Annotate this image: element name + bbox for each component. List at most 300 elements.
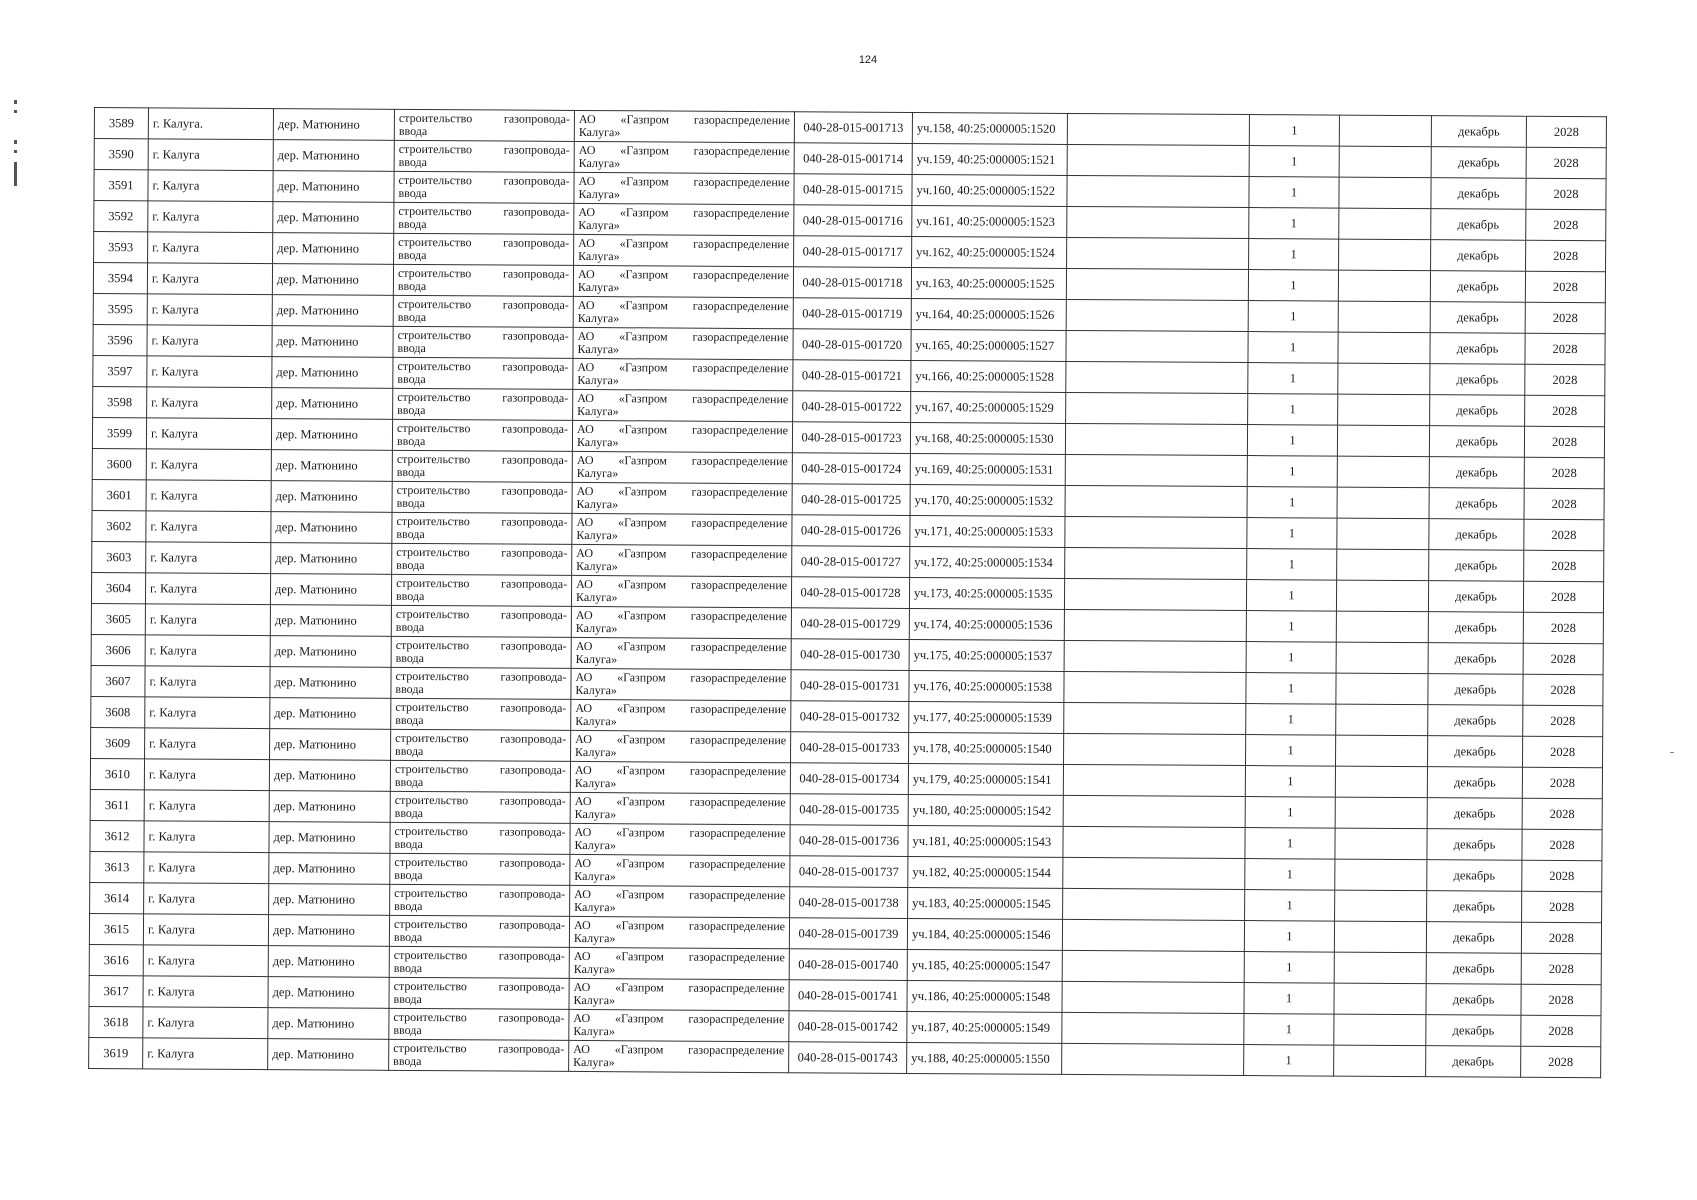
org-text-part: АО — [576, 545, 594, 561]
org-text-part: Калуга» — [576, 465, 619, 481]
registry-code-cell: 040-28-015-001718 — [793, 267, 911, 299]
org-text-part: «Газпром — [618, 515, 667, 530]
empty-cell — [1065, 423, 1247, 455]
village-cell: дер. Матюнино — [273, 233, 394, 265]
count-cell: 1 — [1245, 766, 1335, 798]
village-cell: дер. Матюнино — [271, 543, 392, 575]
org-text-part: «Газпром — [619, 267, 669, 282]
work-description-cell — [390, 853, 570, 885]
work-text-part: строительство — [394, 823, 468, 839]
year-cell: 2028 — [1522, 798, 1602, 829]
org-text-part: «Газпром — [620, 112, 670, 127]
organization-cell — [570, 854, 790, 886]
org-text-part: Калуга» — [573, 992, 616, 1008]
month-cell: декабрь — [1431, 209, 1526, 241]
month-cell: декабрь — [1431, 116, 1526, 148]
org-text-part: АО — [574, 793, 592, 809]
work-text-part: ввода — [397, 278, 427, 294]
empty-cell — [1337, 487, 1429, 519]
work-text-part: ввода — [395, 588, 425, 604]
count-cell: 1 — [1244, 952, 1334, 984]
org-text-part: АО — [576, 514, 594, 530]
org-text-part: Калуга» — [573, 930, 616, 946]
work-text-part: строительство — [398, 110, 473, 126]
registry-code-cell: 040-28-015-001726 — [792, 515, 910, 547]
work-description-cell — [389, 977, 569, 1009]
year-cell: 2028 — [1523, 705, 1603, 736]
org-text-part: «Газпром — [615, 980, 664, 995]
village-cell: дер. Матюнино — [269, 791, 390, 823]
row-number: 3617 — [89, 975, 143, 1006]
page-number: 124 — [858, 54, 878, 66]
work-text-part: газопровода- — [502, 328, 569, 343]
city-cell: г. Калуга — [143, 945, 268, 977]
empty-cell — [1335, 735, 1427, 767]
city-cell: г. Калуга — [147, 387, 272, 419]
organization-cell — [574, 172, 794, 204]
org-text-part: «Газпром — [618, 422, 668, 437]
work-text-part: ввода — [398, 185, 427, 201]
org-text-part: АО — [577, 297, 595, 313]
org-text-part: Калуга» — [573, 961, 616, 977]
year-cell: 2028 — [1526, 209, 1606, 240]
year-cell: 2028 — [1526, 147, 1606, 178]
month-cell: декабрь — [1430, 395, 1525, 427]
village-cell: дер. Матюнино — [268, 977, 389, 1009]
plot-cadastral-cell: уч.179, 40:25:000005:1541 — [908, 763, 1063, 795]
empty-cell — [1064, 609, 1246, 641]
organization-cell — [573, 327, 793, 359]
year-cell: 2028 — [1521, 1015, 1601, 1046]
work-text-part: газопровода- — [502, 297, 569, 312]
org-text-part: газораспределение — [688, 918, 786, 934]
org-text-part: АО — [578, 111, 596, 127]
work-text-part: газопровода- — [503, 173, 570, 188]
empty-cell — [1067, 206, 1249, 238]
registry-code-cell: 040-28-015-001725 — [792, 484, 910, 516]
work-text-part: ввода — [394, 898, 423, 914]
organization-cell — [574, 234, 794, 266]
org-text-part: газораспределение — [693, 112, 790, 128]
work-description-cell — [389, 1039, 569, 1071]
organization-cell — [572, 482, 792, 514]
count-cell: 1 — [1245, 859, 1335, 891]
org-text-part: «Газпром — [618, 453, 667, 468]
empty-cell — [1338, 394, 1430, 426]
month-cell: декабрь — [1427, 798, 1522, 830]
year-cell: 2028 — [1526, 178, 1606, 209]
org-text-part: Калуга» — [575, 589, 618, 605]
work-description-cell — [390, 791, 570, 823]
row-number: 3598 — [93, 386, 147, 417]
plot-cadastral-cell: уч.178, 40:25:000005:1540 — [909, 732, 1064, 764]
month-cell: декабрь — [1429, 519, 1524, 551]
org-text-part: Калуга» — [575, 713, 617, 729]
org-text-part: «Газпром — [617, 546, 667, 561]
year-cell: 2028 — [1524, 426, 1604, 457]
empty-cell — [1334, 1045, 1426, 1077]
row-number: 3609 — [91, 727, 145, 758]
month-cell: декабрь — [1427, 891, 1522, 923]
work-text-part: ввода — [396, 557, 425, 573]
org-text-part: АО — [576, 483, 594, 499]
count-cell: 1 — [1247, 549, 1337, 581]
work-text-part: строительство — [393, 978, 468, 994]
row-number: 3616 — [89, 944, 143, 975]
work-text-part: строительство — [396, 575, 470, 591]
work-description-cell — [389, 1008, 569, 1040]
empty-cell — [1065, 454, 1247, 486]
org-text-part: газораспределение — [691, 484, 788, 500]
empty-cell — [1066, 330, 1248, 362]
org-text-part: «Газпром — [619, 205, 669, 220]
year-cell: 2028 — [1523, 674, 1603, 705]
org-text-part: АО — [577, 266, 595, 282]
work-text-part: газопровода- — [500, 607, 567, 622]
empty-cell — [1334, 983, 1426, 1015]
org-text-part: АО — [573, 1041, 591, 1057]
org-text-part: «Газпром — [618, 391, 668, 406]
work-text-part: ввода — [396, 433, 426, 449]
org-text-part: АО — [575, 638, 593, 654]
organization-cell — [571, 606, 791, 638]
row-number: 3618 — [89, 1006, 143, 1037]
plot-cadastral-cell: уч.166, 40:25:000005:1528 — [911, 360, 1066, 392]
org-text-part: АО — [574, 824, 592, 840]
plot-cadastral-cell: уч.182, 40:25:000005:1544 — [908, 856, 1063, 888]
row-number: 3602 — [92, 510, 146, 541]
month-cell: декабрь — [1426, 1046, 1521, 1078]
org-text-part: Калуга» — [576, 434, 619, 450]
work-text-part: ввода — [396, 464, 426, 480]
city-cell: г. Калуга — [145, 666, 270, 698]
count-cell: 1 — [1248, 363, 1338, 395]
plot-cadastral-cell: уч.163, 40:25:000005:1525 — [911, 267, 1066, 299]
registry-code-cell: 040-28-015-001713 — [794, 112, 912, 144]
city-cell: г. Калуга — [145, 573, 270, 605]
city-cell: г. Калуга — [146, 511, 271, 543]
scan-speck — [1670, 752, 1674, 753]
work-text-part: ввода — [393, 1022, 422, 1038]
village-cell: дер. Матюнино — [271, 481, 392, 513]
month-cell: декабрь — [1429, 550, 1524, 582]
org-text-part: Калуга» — [575, 620, 618, 636]
count-cell: 1 — [1245, 890, 1335, 922]
empty-cell — [1063, 764, 1245, 796]
village-cell: дер. Матюнино — [270, 667, 391, 699]
empty-cell — [1337, 518, 1429, 550]
work-text-part: строительство — [393, 947, 468, 963]
org-text-part: газораспределение — [690, 701, 787, 717]
city-cell: г. Калуга — [144, 790, 269, 822]
registry-code-cell: 040-28-015-001742 — [789, 1011, 907, 1043]
city-cell: г. Калуга — [143, 976, 268, 1008]
row-number: 3603 — [92, 541, 146, 572]
row-number: 3611 — [90, 789, 144, 820]
empty-cell — [1063, 826, 1245, 858]
city-cell: г. Калуга — [146, 542, 271, 574]
month-cell: декабрь — [1428, 705, 1523, 737]
work-text-part: строительство — [393, 1009, 467, 1025]
empty-cell — [1065, 485, 1247, 517]
registry-code-cell: 040-28-015-001720 — [793, 329, 911, 361]
empty-cell — [1062, 1043, 1244, 1075]
work-text-part: ввода — [396, 495, 425, 511]
org-text-part: АО — [574, 762, 592, 778]
work-text-part: строительство — [393, 916, 468, 932]
plot-cadastral-cell: уч.186, 40:25:000005:1548 — [907, 980, 1062, 1012]
org-text-part: «Газпром — [616, 763, 666, 778]
empty-cell — [1339, 115, 1431, 147]
empty-cell — [1064, 733, 1246, 765]
work-text-part: ввода — [397, 309, 427, 325]
work-text-part: ввода — [398, 247, 427, 263]
work-description-cell — [390, 822, 570, 854]
plot-cadastral-cell: уч.174, 40:25:000005:1536 — [909, 608, 1064, 640]
org-text-part: газораспределение — [692, 267, 790, 283]
work-description-cell — [390, 884, 570, 916]
village-cell: дер. Матюнино — [273, 202, 394, 234]
work-text-part: газопровода- — [498, 1010, 565, 1025]
registry-code-cell: 040-28-015-001719 — [793, 298, 911, 330]
registry-code-cell: 040-28-015-001733 — [791, 732, 909, 764]
year-cell: 2028 — [1522, 891, 1602, 922]
work-text-part: строительство — [396, 513, 470, 529]
org-text-part: «Газпром — [617, 670, 666, 685]
organization-cell — [574, 110, 794, 142]
registry-code-cell: 040-28-015-001741 — [789, 980, 907, 1012]
year-cell: 2028 — [1523, 581, 1603, 612]
work-text-part: строительство — [396, 544, 470, 560]
org-text-part: газораспределение — [688, 1042, 785, 1058]
count-cell: 1 — [1247, 456, 1337, 488]
row-number: 3599 — [92, 417, 146, 448]
org-text-part: АО — [573, 948, 591, 964]
village-cell: дер. Матюнино — [271, 512, 392, 544]
registry-code-cell: 040-28-015-001717 — [794, 236, 912, 268]
city-cell: г. Калуга — [145, 635, 270, 667]
organization-cell — [570, 823, 790, 855]
count-cell: 1 — [1248, 301, 1338, 333]
plot-cadastral-cell: уч.159, 40:25:000005:1521 — [912, 143, 1067, 175]
org-text-part: АО — [574, 855, 592, 871]
empty-cell — [1066, 392, 1248, 424]
org-text-part: АО — [573, 917, 591, 933]
plot-cadastral-cell: уч.168, 40:25:000005:1530 — [910, 422, 1065, 454]
work-text-part: газопровода- — [498, 917, 566, 932]
work-text-part: газопровода- — [500, 638, 567, 653]
registry-code-cell: 040-28-015-001736 — [790, 825, 908, 857]
village-cell: дер. Матюнино — [272, 326, 393, 358]
row-number: 3596 — [93, 324, 147, 355]
empty-cell — [1062, 950, 1244, 982]
month-cell: декабрь — [1428, 674, 1523, 706]
organization-cell — [573, 296, 793, 328]
month-cell: декабрь — [1427, 736, 1522, 768]
count-cell: 1 — [1248, 394, 1338, 426]
village-cell: дер. Матюнино — [273, 171, 394, 203]
month-cell: декабрь — [1426, 1015, 1521, 1047]
row-number: 3589 — [94, 108, 148, 139]
org-text-part: Калуга» — [575, 744, 617, 760]
empty-cell — [1336, 611, 1428, 643]
empty-cell — [1063, 857, 1245, 889]
month-cell: декабрь — [1431, 240, 1526, 272]
plot-cadastral-cell: уч.158, 40:25:000005:1520 — [912, 112, 1067, 144]
work-text-part: газопровода- — [501, 421, 569, 436]
work-text-part: строительство — [395, 668, 469, 684]
village-cell: дер. Матюнино — [268, 946, 389, 978]
organization-cell — [572, 513, 792, 545]
village-cell: дер. Матюнино — [272, 264, 393, 296]
org-text-part: Калуга» — [576, 527, 618, 543]
org-text-part: Калуга» — [575, 682, 618, 698]
work-text-part: газопровода- — [498, 1041, 565, 1056]
work-description-cell — [392, 450, 572, 482]
work-description-cell — [394, 109, 574, 141]
row-number: 3615 — [89, 913, 143, 944]
org-text-part: Калуга» — [577, 403, 619, 419]
year-cell: 2028 — [1524, 457, 1604, 488]
count-cell: 1 — [1249, 115, 1339, 147]
org-text-part: «Газпром — [617, 577, 667, 592]
year-cell: 2028 — [1522, 829, 1602, 860]
work-description-cell — [393, 264, 573, 296]
count-cell: 1 — [1245, 828, 1335, 860]
org-text-part: Калуга» — [576, 496, 619, 512]
org-text-part: газораспределение — [692, 298, 789, 314]
org-text-part: газораспределение — [688, 1011, 785, 1027]
work-text-part: строительство — [395, 606, 470, 622]
empty-cell — [1062, 1012, 1244, 1044]
city-cell: г. Калуга — [145, 728, 270, 760]
empty-cell — [1064, 578, 1246, 610]
work-text-part: газопровода- — [502, 390, 569, 405]
row-number: 3605 — [91, 603, 145, 634]
work-text-part: ввода — [394, 836, 423, 852]
org-text-part: Калуга» — [574, 806, 617, 822]
work-text-part: строительство — [397, 296, 472, 312]
work-text-part: ввода — [394, 867, 423, 883]
registry-code-cell: 040-28-015-001716 — [794, 205, 912, 237]
village-cell: дер. Матюнино — [272, 295, 393, 327]
count-cell: 1 — [1248, 332, 1338, 364]
plot-cadastral-cell: уч.161, 40:25:000005:1523 — [912, 205, 1067, 237]
row-number: 3613 — [90, 851, 144, 882]
work-text-part: ввода — [398, 123, 428, 139]
org-text-part: газораспределение — [693, 143, 790, 159]
organization-cell — [574, 203, 794, 235]
plot-cadastral-cell: уч.173, 40:25:000005:1535 — [909, 577, 1064, 609]
village-cell: дер. Матюнино — [269, 853, 390, 885]
month-cell: декабрь — [1430, 333, 1525, 365]
work-text-part: газопровода- — [503, 235, 570, 250]
row-number: 3612 — [90, 820, 144, 851]
row-number: 3590 — [94, 139, 148, 170]
org-text-part: газораспределение — [691, 422, 789, 438]
work-text-part: ввода — [393, 991, 422, 1007]
count-cell: 1 — [1249, 208, 1339, 240]
plot-cadastral-cell: уч.160, 40:25:000005:1522 — [912, 174, 1067, 206]
city-cell: г. Калуга — [145, 604, 270, 636]
work-text-part: строительство — [397, 389, 471, 405]
empty-cell — [1064, 671, 1246, 703]
registry-code-cell: 040-28-015-001739 — [789, 918, 907, 950]
village-cell: дер. Матюнино — [273, 140, 394, 172]
org-text-part: «Газпром — [616, 701, 666, 716]
count-cell: 1 — [1247, 425, 1337, 457]
village-cell: дер. Матюнино — [270, 729, 391, 761]
org-text-part: газораспределение — [692, 329, 789, 345]
work-description-cell — [394, 233, 574, 265]
work-text-part: строительство — [397, 358, 471, 374]
org-text-part: АО — [577, 390, 595, 406]
organization-cell — [569, 947, 789, 979]
year-cell: 2028 — [1524, 550, 1604, 581]
month-cell: декабрь — [1430, 302, 1525, 334]
org-text-part: «Газпром — [617, 608, 667, 623]
work-text-part: ввода — [393, 1053, 422, 1069]
count-cell: 1 — [1244, 1045, 1334, 1077]
work-text-part: газопровода- — [501, 514, 568, 529]
org-text-part: «Газпром — [620, 174, 669, 189]
org-text-part: АО — [578, 173, 596, 189]
work-text-part: газопровода- — [501, 452, 568, 467]
empty-cell — [1338, 270, 1430, 302]
org-text-part: «Газпром — [619, 236, 669, 251]
organization-cell — [572, 420, 792, 452]
org-text-part: газораспределение — [690, 732, 787, 748]
org-text-part: газораспределение — [690, 639, 787, 655]
registry-code-cell: 040-28-015-001730 — [791, 639, 909, 671]
org-text-part: Калуга» — [573, 1023, 615, 1039]
plot-cadastral-cell: уч.171, 40:25:000005:1533 — [910, 515, 1065, 547]
count-cell: 1 — [1246, 611, 1336, 643]
work-description-cell — [390, 760, 570, 792]
work-text-part: газопровода- — [499, 855, 566, 870]
village-cell: дер. Матюнино — [271, 450, 392, 482]
work-description-cell — [394, 202, 574, 234]
year-cell: 2028 — [1522, 736, 1602, 767]
registry-code-cell: 040-28-015-001735 — [790, 794, 908, 826]
village-cell: дер. Матюнино — [270, 636, 391, 668]
work-text-part: ввода — [394, 805, 424, 821]
plot-cadastral-cell: уч.177, 40:25:000005:1539 — [909, 701, 1064, 733]
month-cell: декабрь — [1429, 488, 1524, 520]
organization-cell — [569, 1040, 789, 1072]
count-cell: 1 — [1247, 518, 1337, 550]
city-cell: г. Калуга — [146, 480, 271, 512]
row-number: 3619 — [89, 1037, 143, 1068]
count-cell: 1 — [1249, 177, 1339, 209]
org-text-part: газораспределение — [691, 515, 788, 531]
work-description-cell — [391, 605, 571, 637]
work-text-part: строительство — [398, 234, 472, 250]
registry-code-cell: 040-28-015-001738 — [790, 887, 908, 919]
month-cell: декабрь — [1428, 643, 1523, 675]
org-text-part: газораспределение — [689, 794, 786, 810]
org-text-part: АО — [576, 452, 594, 468]
city-cell: г. Калуга — [143, 1007, 268, 1039]
work-text-part: газопровода- — [498, 948, 565, 963]
empty-cell — [1334, 921, 1426, 953]
org-text-part: газораспределение — [690, 577, 788, 593]
org-text-part: Калуга» — [578, 186, 621, 202]
empty-cell — [1339, 177, 1431, 209]
empty-cell — [1337, 425, 1429, 457]
org-text-part: АО — [575, 731, 592, 747]
plot-cadastral-cell: уч.187, 40:25:000005:1549 — [907, 1011, 1062, 1043]
